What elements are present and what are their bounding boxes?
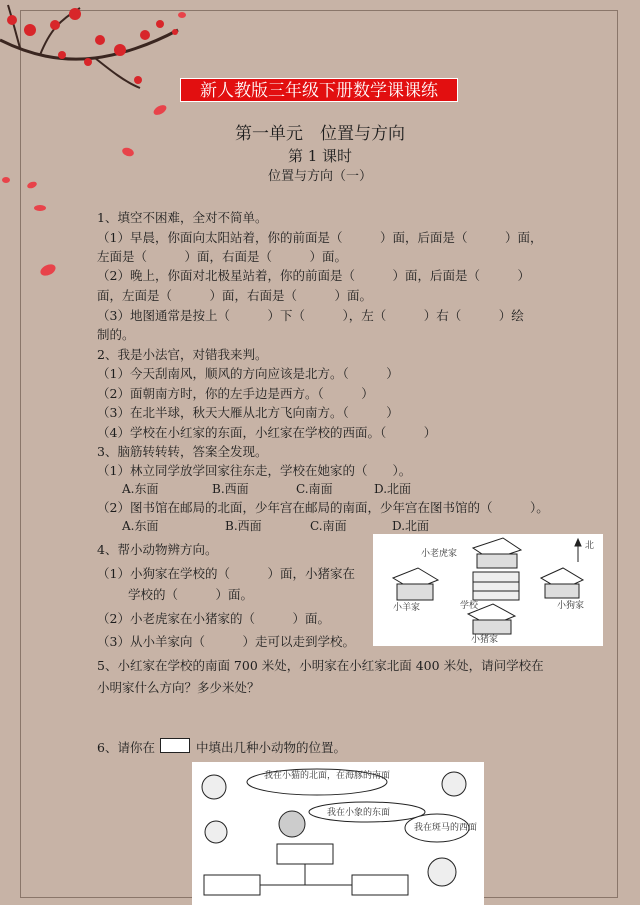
- question-line: 面，左面是（ ）面，右面是（ ）面。: [97, 288, 373, 303]
- pig-house-label: 小猪家: [471, 635, 499, 645]
- choice-option: C.南面: [310, 519, 347, 533]
- question-line: （1）小狗家在学校的（ ）面，小猪家在: [97, 566, 355, 581]
- choice-option: B.西面: [212, 482, 249, 496]
- choice-option: A.东面: [122, 482, 159, 496]
- question-line: （2）图书馆在邮局的北面，少年宫在邮局的南面，少年宫在图书馆的（ ）。: [97, 500, 549, 515]
- lesson-title: 第 1 课时: [287, 147, 353, 165]
- bubble-text-1: 我在小猫的北面，在海豚的南面: [264, 771, 391, 781]
- goat-house-label: 小羊家: [393, 603, 421, 613]
- question-line: 5、小红家在学校的南面 700 米处，小明家在小红家北面 400 米处，请问学校在: [97, 658, 544, 673]
- dog-house-label: 小狗家: [557, 601, 585, 611]
- question-line: 2、我是小法官，对错我来判。: [97, 347, 268, 362]
- bubble-text-2: 我在小象的东面: [327, 808, 391, 818]
- question-line: 1、填空不困难，全对不简单。: [97, 210, 268, 225]
- question-line: 制的。: [97, 327, 135, 342]
- choice-option: D.北面: [374, 482, 412, 496]
- question-line: （3）地图通常是按上（ ）下（ ），左（ ）右（ ）绘: [97, 308, 524, 323]
- choice-option: B.西面: [225, 519, 262, 533]
- question-line: 小明家什么方向？多少米处？: [97, 680, 260, 695]
- section-title: 位置与方向（一）: [267, 169, 372, 184]
- question-line: 4、帮小动物辨方向。: [97, 542, 218, 557]
- question-line: （3）在北半球，秋天大雁从北方飞向南方。（ ）: [97, 405, 399, 420]
- choice-option: C.南面: [296, 482, 333, 496]
- question-line: 3、脑筋转转转，答案全发现。: [97, 444, 268, 459]
- tiger-house-label: 小老虎家: [421, 549, 458, 559]
- question-line: 中填出几种小动物的位置。: [196, 740, 347, 755]
- question-line: （1）早晨，你面向太阳站着，你的前面是（ ）面，后面是（ ）面，: [97, 230, 543, 245]
- unit-title: 第一单元 位置与方向: [235, 124, 405, 144]
- animal-positions-diagram: [192, 762, 484, 905]
- question-line: 6、请你在: [97, 740, 155, 755]
- north-label: 北: [585, 541, 595, 551]
- question-line: （2）小老虎家在小猪家的（ ）面。: [97, 611, 330, 626]
- question-line: （3）从小羊家向（ ）走可以走到学校。: [97, 634, 355, 649]
- choice-option: D.北面: [392, 519, 430, 533]
- question-line: （4）学校在小红家的东面，小红家在学校的西面。（ ）: [97, 425, 437, 440]
- school-label: 学校: [460, 601, 479, 611]
- question-line: 学校的（ ）面。: [128, 587, 254, 602]
- choice-option: A.东面: [122, 519, 159, 533]
- worksheet-banner: 新人教版三年级下册数学课课练: [180, 78, 458, 102]
- animal-houses-map: [373, 534, 603, 646]
- question-line: （2）晚上，你面对北极星站着，你的前面是（ ）面，后面是（ ）: [97, 268, 530, 283]
- question-line: （2）面朝南方时，你的左手边是西方。（ ）: [97, 386, 374, 401]
- question-line: 左面是（ ）面，右面是（ ）面。: [97, 249, 348, 264]
- answer-box-sample: [160, 738, 190, 753]
- question-line: （1）今天刮南风，顺风的方向应该是北方。（ ）: [97, 366, 399, 381]
- question-line: （1）林立同学放学回家往东走，学校在她家的（ ）。: [97, 463, 412, 478]
- bubble-text-3: 我在斑马的西面: [414, 823, 478, 833]
